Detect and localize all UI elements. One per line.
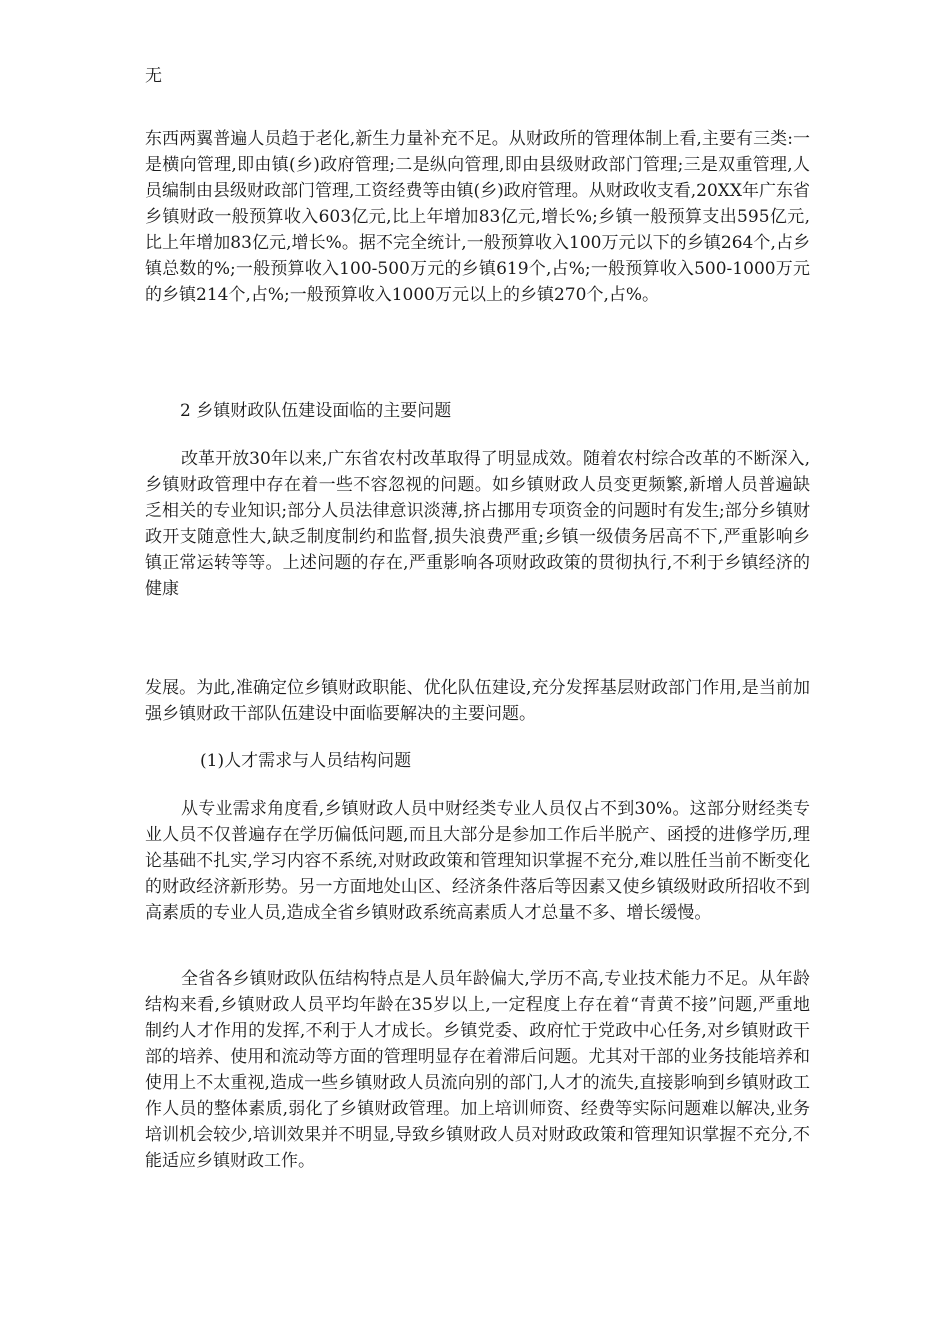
paragraph-main-problems: 改革开放30年以来,广东省农村改革取得了明显成效。随着农村综合改革的不断深入,乡镇财政管理中存在着一些不容忽视的问题。如乡镇财政人员变更频繁,新增人员普遍缺乏相关的专业知识;部分人员法律意识淡薄,挤占挪用专项资金的问题时有发生;部分乡镇财政开支随意性大,缺乏制度制约和监督,损失浪费严重;乡镇一级债务居高不下,严重影响乡镇正常运转等等。上述问题的存在,严重影响各项财政政策的贯彻执行,不利于乡镇经济的健康 <box>145 449 810 599</box>
paragraph-fiscal-overview: 东西两翼普遍人员趋于老化,新生力量补充不足。从财政所的管理体制上看,主要有三类:一是横向管理,即由镇(乡)政府管理;二是纵向管理,即由县级财政部门管理;三是双重管理,人员编制由县级财政部门管理,工资经费等由镇(乡)政府管理。从财政收支看,20XX年广东省乡镇财政一般预算收入603亿元,比上年增加83亿元,增长%;乡镇一般预算支出595亿元,比上年增加83亿元,增长%。据不完全统计,一般预算收入100万元以下的乡镇264个,占乡镇总数的%;一般预算收入100-500万元的乡镇619个,占%;一般预算收入500-1000万元的乡镇214个,占%;一般预算收入1000万元以上的乡镇270个,占%。 <box>145 129 810 305</box>
header-mark: 无 <box>145 66 162 86</box>
subsection-heading-1: (1)人才需求与人员结构问题 <box>200 751 412 771</box>
section-heading-2: 2 乡镇财政队伍建设面临的主要问题 <box>180 401 452 421</box>
paragraph-development: 发展。为此,准确定位乡镇财政职能、优化队伍建设,充分发挥基层财政部门作用,是当前加强乡镇财政干部队伍建设中面临要解决的主要问题。 <box>145 678 810 724</box>
paragraph-staff-structure: 全省各乡镇财政队伍结构特点是人员年龄偏大,学历不高,专业技术能力不足。从年龄结构来看,乡镇财政人员平均年龄在35岁以上,一定程度上存在着“青黄不接”问题,严重地制约人才作用的发挥,不利于人才成长。乡镇党委、政府忙于党政中心任务,对乡镇财政干部的培养、使用和流动等方面的管理明显存在着滞后问题。尤其对干部的业务技能培养和使用上不太重视,造成一些乡镇财政人员流向别的部门,人才的流失,直接影响到乡镇财政工作人员的整体素质,弱化了乡镇财政管理。加上培训师资、经费等实际问题难以解决,业务培训机会较少,培训效果并不明显,导致乡镇财政人员对财政政策和管理知识掌握不充分,不能适应乡镇财政工作。 <box>145 969 810 1171</box>
paragraph-talent-demand: 从专业需求角度看,乡镇财政人员中财经类专业人员仅占不到30%。这部分财经类专业人员不仅普遍存在学历偏低问题,而且大部分是参加工作后半脱产、函授的进修学历,理论基础不扎实,学习内容不系统,对财政政策和管理知识掌握不充分,难以胜任当前不断变化的财政经济新形势。另一方面地处山区、经济条件落后等因素又使乡镇级财政所招收不到高素质的专业人员,造成全省乡镇财政系统高素质人才总量不多、增长缓慢。 <box>145 799 810 923</box>
